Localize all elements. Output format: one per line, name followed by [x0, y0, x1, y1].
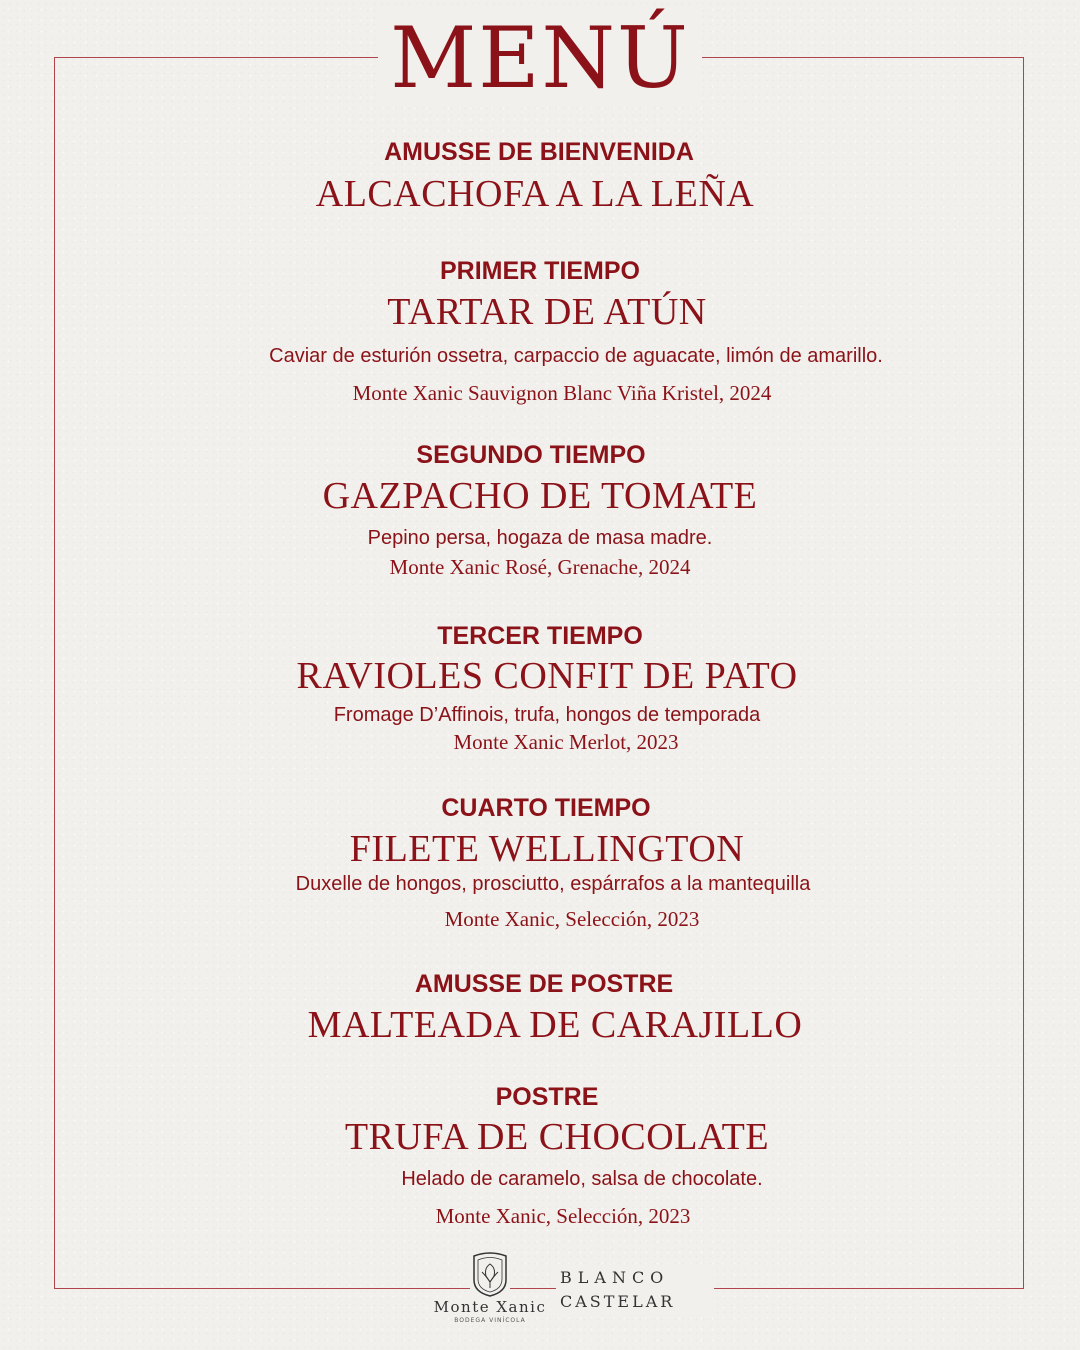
monte-xanic-subtitle: BODEGA VINÍCOLA [454, 1317, 526, 1324]
course-label-cuarto-tiempo: CUARTO TIEMPO [441, 794, 651, 822]
course-label-primer-tiempo: PRIMER TIEMPO [439, 257, 640, 285]
dish-description: Caviar de esturión ossetra, carpaccio de aguacate, limón de amarillo. [269, 345, 883, 367]
monte-xanic-crest-icon [470, 1252, 510, 1298]
monte-xanic-logo [428, 1252, 552, 1324]
castelar-wordmark: CASTELAR [560, 1292, 676, 1311]
course-label-segundo-tiempo: SEGUNDO TIEMPO [416, 441, 646, 469]
wine-pairing: Monte Xanic Sauvignon Blanc Viña Kristel, 2024 [352, 381, 772, 405]
blanco-wordmark: BLANCO [560, 1268, 670, 1287]
dish-malteada: MALTEADA DE CARAJILLO [307, 1004, 803, 1046]
dish-trufa: TRUFA DE CHOCOLATE [344, 1116, 770, 1158]
wine-pairing: Monte Xanic, Selección, 2023 [435, 1204, 691, 1228]
wine-pairing: Monte Xanic Rosé, Grenache, 2024 [389, 555, 691, 579]
course-label-postre: POSTRE [495, 1083, 599, 1111]
dish-filete: FILETE WELLINGTON [349, 828, 745, 870]
wine-pairing: Monte Xanic Merlot, 2023 [453, 730, 679, 754]
monte-xanic-wordmark: Monte Xanic [430, 1298, 551, 1316]
dish-description: Pepino persa, hogaza de masa madre. [367, 527, 713, 549]
blanco-castelar-logo [556, 1266, 714, 1314]
course-label-tercer-tiempo: TERCER TIEMPO [437, 622, 643, 650]
dish-alcachofa: ALCACHOFA A LA LEÑA [315, 173, 755, 215]
dish-ravioles: RAVIOLES CONFIT DE PATO [296, 655, 798, 697]
dish-description: Duxelle de hongos, prosciutto, espárrafos a la mantequilla [295, 873, 811, 895]
wine-pairing: Monte Xanic, Selección, 2023 [444, 907, 700, 931]
dish-description: Fromage D’Affinois, trufa, hongos de temporada [333, 704, 761, 726]
dish-description: Helado de caramelo, salsa de chocolate. [401, 1168, 763, 1190]
dish-tartar: TARTAR DE ATÚN [387, 291, 707, 333]
course-label-amusse-bienvenida: AMUSSE DE BIENVENIDA [384, 138, 694, 166]
course-label-amusse-postre: AMUSSE DE POSTRE [414, 970, 674, 998]
menu-title: MENÚ [0, 8, 1080, 108]
dish-gazpacho: GAZPACHO DE TOMATE [322, 475, 758, 517]
